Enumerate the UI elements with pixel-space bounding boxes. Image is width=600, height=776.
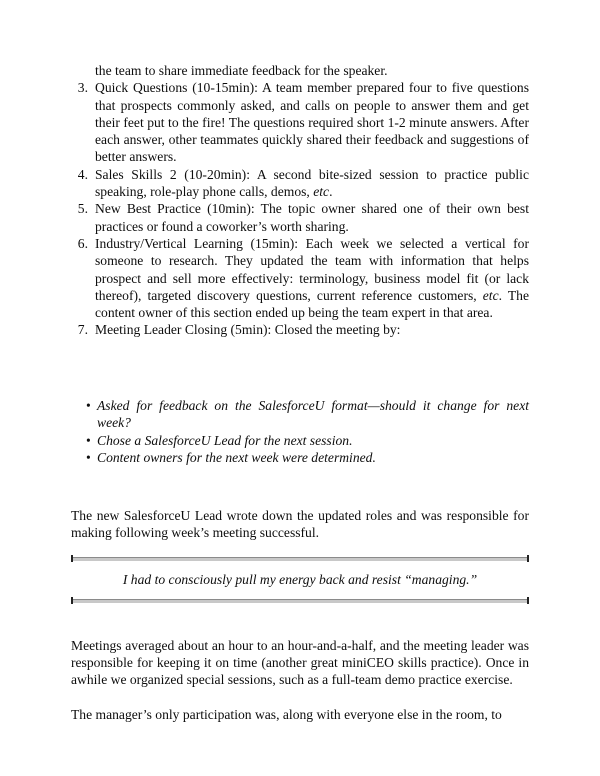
list-item [71,235,529,321]
pull-quote-text: I had to consciously pull my energy back and resist “managing.” [122,572,478,588]
list-item-text: Each week we selected a vertical for someone to research. They updated the team with information that helps prospect and sell more effectively: terminology, business model fit (or lack thereof), targeted discovery questions, current reference customers, [95,235,529,303]
rule-end-cap-right [527,597,529,604]
rule-bar [71,599,529,603]
list-marker: 4. [77,166,88,182]
list-item-lead: New Best Practice (10min): [95,201,255,217]
list-item-text: A team member prepared four to five questions that prospects commonly asked, and calls on people to answer them and get their feet put to the fire! The questions required short 1-2 minute answers. After each answer, other teammates quickly shared their feedback and suggestions of better answers. [95,80,530,165]
list-item-lead: Meeting Leader Closing (5min): [95,322,272,338]
pull-quote-rule-top [71,555,529,562]
bullet-item-text: Asked for feedback on the SalesforceU format—should it change for next week? [97,397,529,431]
spacer [71,541,529,555]
rule-end-cap-right [527,555,529,562]
paragraph-after-quote: Meetings averaged about an hour to an hour-and-a-half, and the meeting leader was responsible for keeping it on time (another great miniCEO skills practice). Once in awhile we organized special sessions, such as a full-team demo practice exercise. [71,637,529,688]
list-item [71,449,529,467]
list-item-lead: Industry/Vertical Learning (15min): [95,235,299,251]
spacer [71,689,529,706]
list-item [71,432,529,450]
pull-quote-block [71,555,529,603]
list-item-text: The topic owner shared one of their own best practices or found a coworker’s worth sharing. [95,201,529,234]
continuation-line: the team to share immediate feedback for the speaker. [95,63,388,78]
spacer [71,467,529,507]
list-item-italic-term: etc [482,287,499,303]
bullet-glyph-icon: • [86,450,91,466]
page-content [71,62,529,723]
final-paragraph: The manager’s only participation was, along with everyone else in the room, to [71,706,502,722]
bullet-item-text: Chose a SalesforceU Lead for the next session. [97,432,353,448]
spacer [71,339,529,397]
rule-bar [71,557,529,561]
list-item-text-tail: . The content owner of this section ended up being the team expert in that area. [95,287,530,321]
bullet-list [71,397,529,467]
rule-end-cap-left [71,597,73,604]
list-item-text: Closed the meeting by: [271,322,401,338]
list-item [71,200,529,235]
spacer [71,562,529,571]
spacer [71,589,529,597]
spacer [71,604,529,637]
bullet-item-text: Content owners for the next week were determined. [97,450,376,466]
numbered-list [71,79,529,338]
list-item [71,397,529,432]
rule-end-cap-left [71,555,73,562]
list-marker: 3. [77,80,88,96]
list-marker: 7. [77,322,88,338]
list-item-lead: Quick Questions (10-15min): [95,80,258,96]
list-item-lead: Sales Skills 2 (10-20min): [95,166,250,182]
list-item-text-tail: . [329,184,333,200]
list-item-italic-term: etc [313,184,330,200]
list-marker: 6. [77,235,88,251]
list-marker: 5. [77,201,88,217]
bullet-glyph-icon: • [86,432,91,448]
list-item [71,166,529,201]
bullet-glyph-icon: • [86,397,91,413]
list-item [71,79,529,165]
list-item [71,321,529,338]
paragraph-after-bullets: The new SalesforceU Lead wrote down the updated roles and was responsible for making following week’s meeting successful. [71,507,529,541]
pull-quote-rule-bottom [71,597,529,604]
list-item-text: A second bite-sized session to practice public speaking, role-play phone calls, demos, [95,166,529,200]
